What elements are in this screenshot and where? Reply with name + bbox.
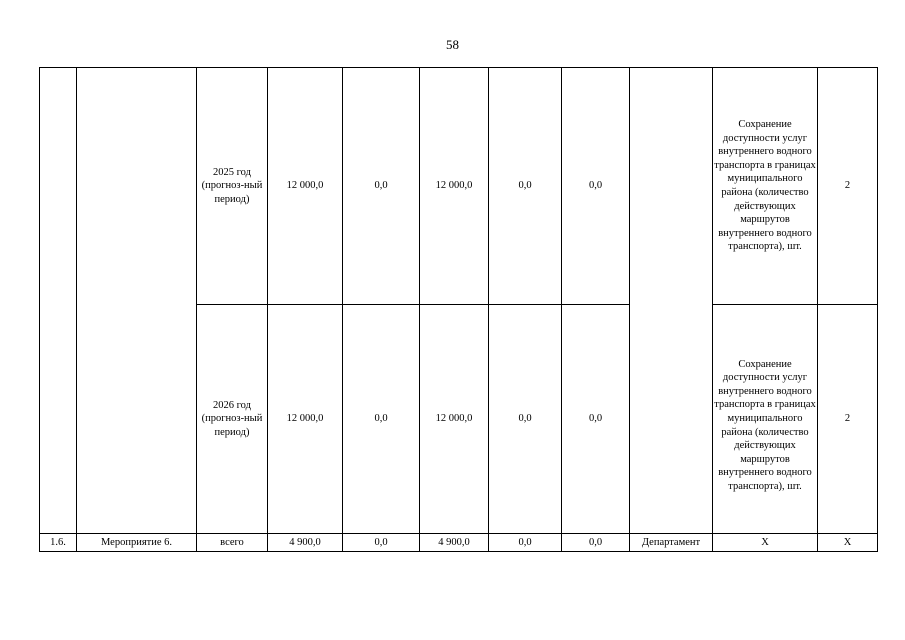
empty-cell-name	[77, 68, 197, 534]
value-cell: 0,0	[489, 534, 562, 552]
total-cell: 4 900,0	[268, 534, 343, 552]
value-cell: 0,0	[562, 534, 630, 552]
value-cell: 0,0	[343, 68, 420, 305]
outcome-cell: Х	[713, 534, 818, 552]
value-cell: 0,0	[343, 305, 420, 534]
value-cell: 0,0	[562, 305, 630, 534]
value-cell: 4 900,0	[420, 534, 489, 552]
value-cell: 12 000,0	[420, 305, 489, 534]
empty-cell-executor	[630, 68, 713, 534]
value-cell: 12 000,0	[420, 68, 489, 305]
target-cell: 2	[818, 305, 878, 534]
value-cell: 0,0	[489, 68, 562, 305]
total-cell: 12 000,0	[268, 305, 343, 534]
table-row	[40, 534, 878, 552]
budget-table	[39, 67, 878, 552]
page-number: 58	[446, 37, 459, 52]
table-row	[40, 68, 878, 305]
name-cell: Мероприятие 6.	[77, 534, 197, 552]
period-cell: 2026 год (прогноз-ный период)	[197, 305, 268, 534]
executor-cell: Департамент	[630, 534, 713, 552]
value-cell: 0,0	[562, 68, 630, 305]
value-cell: 0,0	[343, 534, 420, 552]
value-cell: 0,0	[489, 305, 562, 534]
outcome-cell: Сохранение доступности услуг внутреннего водного транспорта в границах муниципального района (количество действующих маршрутов внутреннего водного транспорта), шт.	[713, 68, 818, 305]
total-cell: 12 000,0	[268, 68, 343, 305]
target-cell: Х	[818, 534, 878, 552]
target-cell: 2	[818, 68, 878, 305]
empty-cell-number	[40, 68, 77, 534]
period-cell: всего	[197, 534, 268, 552]
outcome-cell: Сохранение доступности услуг внутреннего водного транспорта в границах муниципального района (количество действующих маршрутов внутреннего водного транспорта), шт.	[713, 305, 818, 534]
number-cell: 1.6.	[40, 534, 77, 552]
period-cell: 2025 год (прогноз-ный период)	[197, 68, 268, 305]
